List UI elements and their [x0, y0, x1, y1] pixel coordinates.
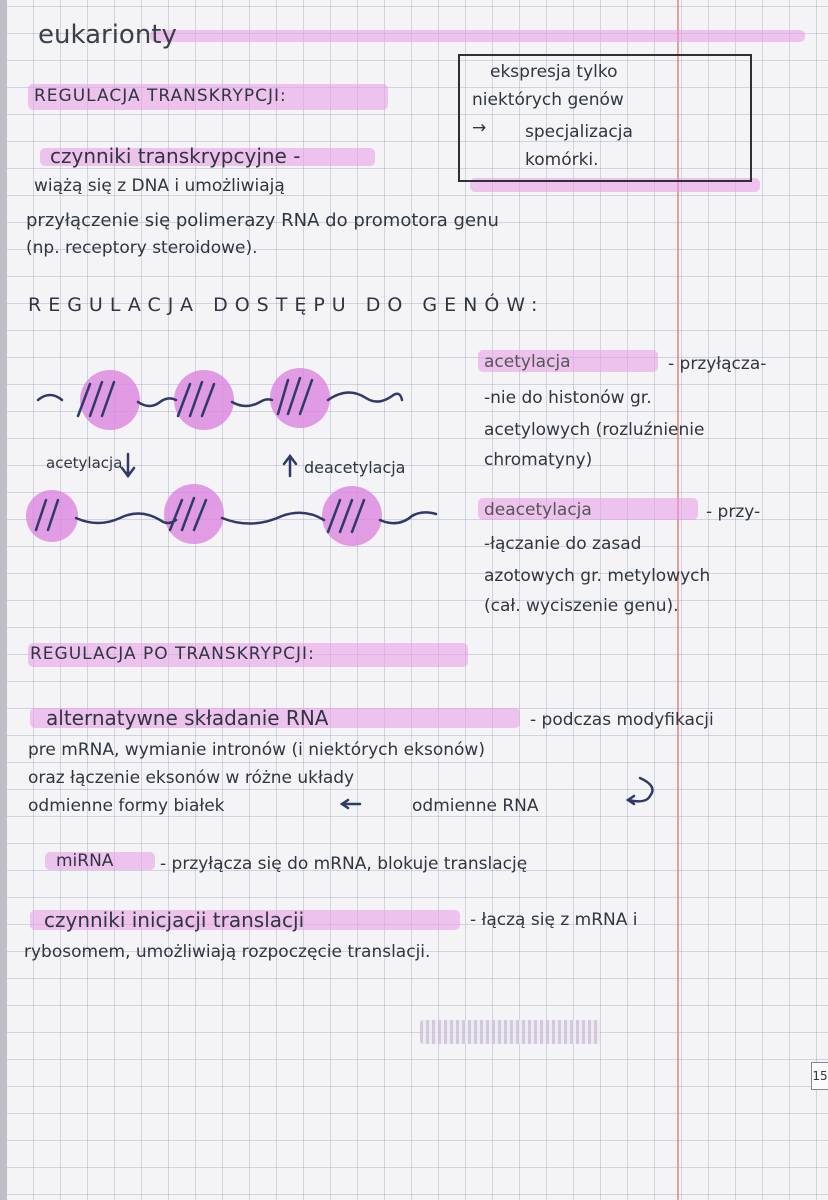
deacetylation-term: deacetylacja [484, 500, 592, 520]
crossed-out-scribble [420, 1020, 600, 1044]
nucleosome-bottom-2 [164, 484, 224, 544]
arrow-icon: → [472, 118, 487, 138]
splicing-def-5: odmienne RNA [412, 796, 539, 816]
splicing-term: alternatywne składanie RNA [46, 706, 329, 730]
deacetylation-def-1: - przy- [706, 502, 761, 522]
label-deacetylation: deacetylacja [304, 458, 406, 477]
transcription-line-1: wiążą się z DNA i umożliwiają [34, 176, 285, 196]
factors-def-1: - łączą się z mRNA i [470, 910, 638, 930]
deacetylation-def-4: (cał. wyciszenie genu). [484, 596, 679, 616]
box-line-2: niektórych genów [472, 90, 624, 110]
heading-post-transcription: REGULACJA PO TRANSKRYPCJI: [30, 644, 315, 664]
transcription-line-2: przyłączenie się polimerazy RNA do promotora genu [26, 210, 499, 231]
mirna-term: miRNA [56, 851, 114, 871]
box-line-1: ekspresja tylko [490, 62, 618, 82]
acetylation-def-1: - przyłącza- [668, 354, 767, 374]
splicing-def-4: odmienne formy białek [28, 796, 225, 816]
box-line-3: specjalizacja [525, 122, 633, 142]
acetylation-term: acetylacja [484, 352, 571, 372]
factors-term: czynniki inicjacji translacji [44, 908, 305, 932]
mirna-def: - przyłącza się do mRNA, blokuje translację [160, 854, 528, 874]
label-acetylation: acetylacja [46, 454, 123, 472]
transcription-line-3: (np. receptory steroidowe). [26, 238, 258, 258]
factors-def-2: rybosomem, umożliwiają rozpoczęcie translacji. [24, 942, 431, 962]
acetylation-def-4: chromatyny) [484, 450, 593, 470]
arrow-down-icon [122, 454, 134, 476]
term-transcription-factors: czynniki transkrypcyjne - [50, 144, 301, 168]
splicing-def-3: oraz łączenie eksonów w różne układy [28, 768, 355, 788]
heading-transcription: REGULACJA TRANSKRYPCJI: [34, 86, 287, 106]
left-arrow-icon [342, 800, 360, 808]
nucleosome-bottom-3 [322, 486, 382, 546]
splicing-def-2: pre mRNA, wymianie intronów (i niektórych eksonów) [28, 740, 485, 760]
splicing-def-1: - podczas modyfikacji [530, 710, 714, 730]
dna-strand-bottom [76, 512, 436, 523]
acetylation-def-3: acetylowych (rozluźnienie [484, 420, 705, 440]
box-line-4: komórki. [525, 150, 599, 170]
acetylation-def-2: -nie do histonów gr. [484, 388, 652, 408]
return-arrow-icon [628, 778, 652, 804]
page-title: eukarionty [38, 20, 177, 50]
nucleosome-top-1 [80, 370, 140, 430]
arrow-up-icon [284, 456, 296, 476]
deacetylation-def-2: -łączanie do zasad [484, 534, 642, 554]
heading-access: REGULACJA DOSTĘPU DO GENÓW: [28, 294, 545, 316]
deacetylation-def-3: azotowych gr. metylowych [484, 566, 711, 586]
page-number: 15 [811, 1062, 828, 1090]
